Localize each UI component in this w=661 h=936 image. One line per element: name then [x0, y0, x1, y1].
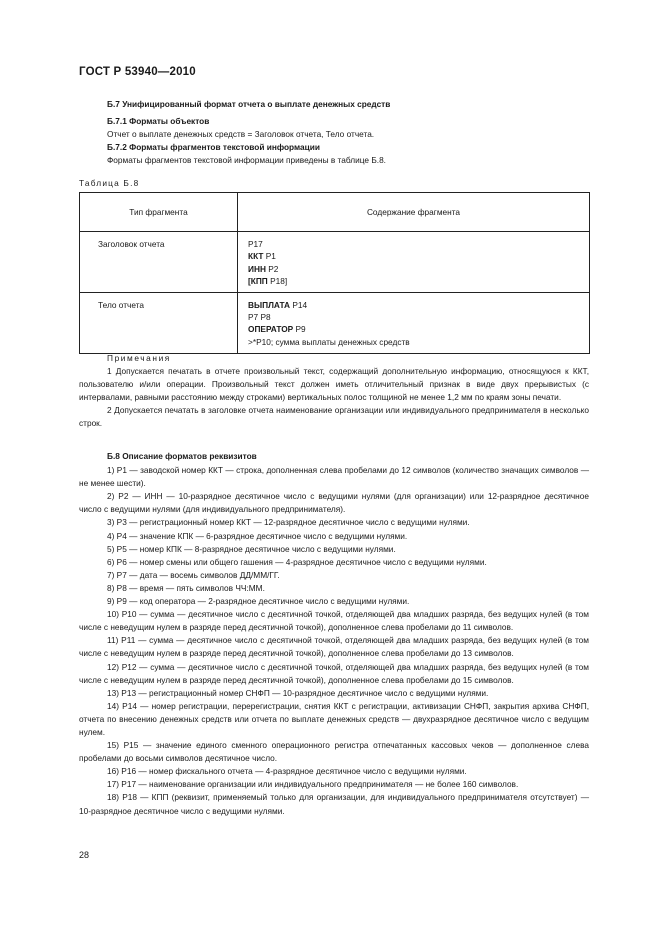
list-item: 6) Р6 — номер смены или общего гашения — 4-разрядное десятичное число с ведущими нулями. — [107, 556, 487, 567]
table-row — [80, 232, 590, 293]
content-line: ККТ Р1 — [248, 251, 276, 262]
table-b8 — [79, 192, 590, 354]
list-item: 1) Р1 — заводской номер ККТ — строка, дополненная слева пробелами до 12 символов (количество значащих символов — не менее шести). — [79, 465, 589, 489]
list-item: 3) Р3 — регистрационный номер ККТ — 12-разрядное десятичное число с ведущими нулями. — [107, 517, 470, 528]
note-1: 1 Допускается печатать в отчете произвольный текст, содержащий дополнительную информацию, относящуюся к ККТ, пользователю и/или операции. Произвольный текст должен иметь отличительный признак в виде двух прерывистых (с интервалами, равными расстоянию между строками) вертикальных полос толщиной не менее 1,2 мм по краям зоны печати. — [79, 366, 589, 403]
table-header-type: Тип фрагмента — [80, 193, 238, 232]
section-b8-title: Б.8 Описание форматов реквизитов — [107, 451, 257, 461]
content-line: Р17 — [248, 239, 263, 249]
list-item: 13) Р13 — регистрационный номер СНФП — 10-разрядное десятичное число с ведущими нулями. — [107, 687, 489, 698]
list-item: 4) Р4 — значение КПК — 6-разрядное десятичное число с ведущими нулями. — [107, 530, 408, 541]
list-item: 8) Р8 — время — пять символов ЧЧ:ММ. — [107, 582, 265, 593]
content-line: >*Р10; сумма выплаты денежных средств — [248, 336, 410, 347]
list-item: 10) Р10 — сумма — десятичное число с десятичной точкой, отделяющей два младших разряда, без ведущих нулей (в том числе с неведущим нулем в разряде перед десятичной точкой), дополненное слева пробелами до 11 символов. — [79, 609, 589, 633]
page-number: 28 — [79, 850, 90, 860]
content-line: [КПП Р18] — [248, 276, 288, 287]
list-item: 16) Р16 — номер фискального отчета — 4-разрядное десятичное число с ведущими нулями. — [107, 766, 467, 777]
content-line: ОПЕРАТОР Р9 — [248, 324, 306, 335]
list-item: 2) Р2 — ИНН — 10-разрядное десятичное число с ведущими нулями (для организации) или 12-разрядное десятичное число с ведущими нулями (для индивидуального предпринимателя). — [79, 491, 589, 515]
section-b7-2-text: Форматы фрагментов текстовой информации приведены в таблице Б.8. — [107, 155, 386, 166]
content-line: ИНН Р2 — [248, 263, 279, 274]
section-b8 — [79, 450, 589, 818]
section-b7-title: Б.7 Унифицированный формат отчета о выплате денежных средств — [107, 99, 391, 109]
list-item: 14) Р14 — номер регистрации, перерегистрации, снятия ККТ с регистрации, активизации СНФП, закрытия архива СНФП, отчета по внесению денежных средств или отчета по выплате денежных средств — двухразрядное десятичное число с ведущим нулем. — [79, 700, 589, 737]
list-item: 18) Р18 — КПП (реквизит, применяемый только для организации, для индивидуального предпринимателя отсутствует) — 10-разрядное десятичное число с ведущими нулями. — [79, 792, 589, 816]
section-b7 — [79, 98, 589, 167]
list-item: 11) Р11 — сумма — десятичное число с десятичной точкой, отделяющей два младших разряда, без ведущих нулей (в том числе с неведущим нулем в разряде перед десятичной точкой), дополненное слева пробелами до 13 символов. — [79, 635, 589, 659]
note-2: 2 Допускается печатать в заголовке отчета наименование организации или индивидуального предпринимателя в несколько строк. — [79, 405, 589, 429]
notes — [79, 352, 589, 431]
document-header: ГОСТ Р 53940—2010 — [79, 66, 196, 78]
list-item: 17) Р17 — наименование организации или индивидуального предпринимателя — не более 160 символов. — [107, 779, 519, 790]
list-item: 15) Р15 — значение единого сменного операционного регистра отпечатанных кассовых чеков — дополненное слева пробелами до восьми символов десятичное число. — [79, 740, 589, 764]
section-b7-2-title: Б.7.2 Форматы фрагментов текстовой информации — [107, 142, 320, 153]
list-item: 7) Р7 — дата — восемь символов ДД/ММ/ГГ. — [107, 569, 280, 580]
table-row — [80, 292, 590, 353]
list-item: 12) Р12 — сумма — десятичное число с десятичной точкой, отделяющей два младших разряда, без ведущих нулей (в том числе с неведущим нулем в разряде перед десятичной точкой), дополненное слева пробелами до 15 символов. — [79, 661, 589, 685]
table-cell-type: Заголовок отчета — [80, 232, 238, 293]
table-caption: Таблица Б.8 — [79, 178, 140, 188]
table-cell-content — [238, 232, 590, 293]
section-b7-1-text: Отчет о выплате денежных средств = Заголовок отчета, Тело отчета. — [107, 129, 375, 140]
list-item: 9) Р9 — код оператора — 2-разрядное десятичное число с ведущими нулями. — [107, 596, 410, 607]
content-line: ВЫПЛАТА Р14 — [248, 299, 308, 310]
content-line: Р7 Р8 — [248, 312, 271, 323]
section-b7-1-title: Б.7.1 Форматы объектов — [107, 116, 210, 127]
table-cell-type: Тело отчета — [80, 292, 238, 353]
table-cell-content — [238, 292, 590, 353]
table-header-content: Содержание фрагмента — [238, 193, 590, 232]
list-item: 5) Р5 — номер КПК — 8-разрядное десятичное число с ведущими нулями. — [107, 543, 396, 554]
notes-title: Примечания — [107, 353, 171, 363]
